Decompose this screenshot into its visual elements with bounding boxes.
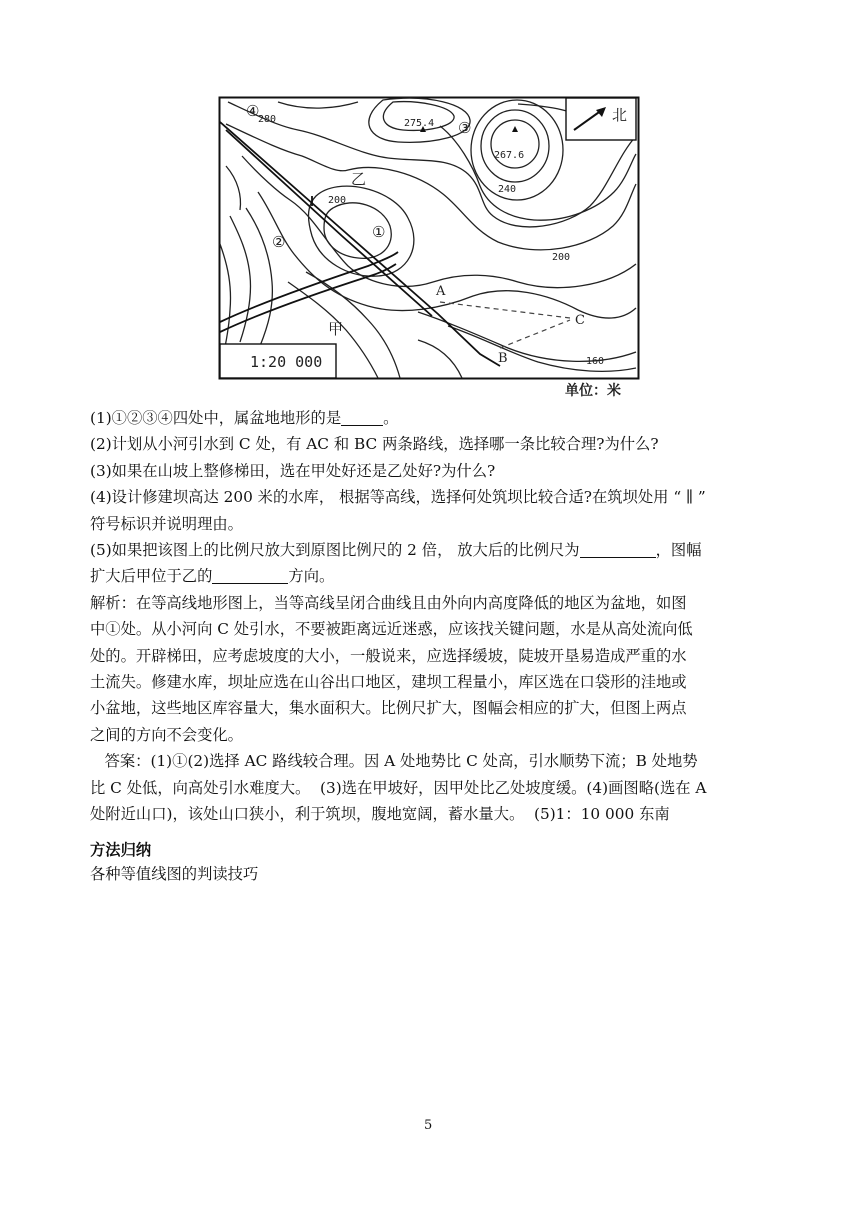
analysis-line: 解析：在等高线地形图上，当等高线呈闭合曲线且由外向内高度降低的地区为盆地，如图 (90, 593, 687, 612)
answer-blank-3 (212, 566, 288, 584)
answer-blank-1 (341, 408, 383, 426)
method-heading: 方法归纳 (90, 841, 152, 859)
elevation-240: 240 (498, 184, 517, 195)
question-4: (4)设计修建坝高达 200 米的水库， 根据等高线，选择何处筑坝比较合适?在筑坝处用 “ ∥ ” (90, 488, 706, 507)
region-4-label: ④ (246, 102, 260, 120)
jia-label: 甲 (328, 320, 344, 338)
region-3-label: ③ (458, 119, 472, 137)
analysis-line: 之间的方向不会变化。 (90, 725, 243, 744)
answer-line: 答案：(1)①(2)选择 AC 路线较合理。因 A 处地势比 C 处高，引水顺势下流；B 处地势 (90, 752, 698, 771)
north-label: 北 (612, 106, 628, 124)
question-3: (3)如果在山坡上整修梯田，选在甲处好还是乙处好?为什么? (90, 461, 496, 480)
region-1-label: ① (372, 223, 386, 241)
scale-text: 1:20 000 (250, 353, 323, 371)
point-a-label: A (436, 284, 446, 299)
question-block (90, 405, 772, 828)
answer-line: 处附近山口)，该处山口狭小，利于筑坝，腹地宽阔，蓄水量大。 (5)1：10 000 东南 (90, 805, 670, 824)
page-number: 5 (424, 1118, 433, 1133)
elevation-160: 160 (586, 356, 605, 367)
elevation-peak-2: 267.6 (494, 150, 525, 161)
yi-label: 乙 (351, 170, 367, 188)
answer-blank-2 (580, 540, 656, 558)
point-b-label: B (498, 351, 508, 366)
contour-map (218, 96, 640, 380)
answer-line: 比 C 处低，向高处引水难度大。 (3)选在甲坡好，因甲处比乙处坡度缓。(4)画图略(选在 A (90, 778, 707, 797)
elevation-200-a: 200 (328, 195, 347, 206)
map-unit-label: 单位：米 (565, 383, 621, 399)
question-2: (2)计划从小河引水到 C 处，有 AC 和 BC 两条路线，选择哪一条比较合理?为什么? (90, 435, 659, 454)
question-4-cont: 符号标识并说明理由。 (90, 514, 243, 533)
analysis-line: 小盆地，这些地区库容量大，集水面积大。比例尺扩大，图幅会相应的扩大，但图上两点 (90, 699, 687, 718)
question-5-cont: 扩大后甲位于乙的 方向。 (90, 567, 335, 586)
analysis-line: 处的。开辟梯田，应考虑坡度的大小，一般说来，应选择缓坡，陡坡开垦易造成严重的水 (90, 646, 687, 665)
contour-map-figure (218, 96, 640, 380)
elevation-280: 280 (258, 114, 277, 125)
analysis-line: 土流失。修建水库，坝址应选在山谷出口地区，建坝工程量小，库区选在口袋形的洼地或 (90, 673, 687, 692)
region-2-label: ② (272, 233, 286, 251)
elevation-200-b: 200 (552, 252, 571, 263)
method-subtitle: 各种等值线图的判读技巧 (90, 865, 259, 883)
question-5: (5)如果把该图上的比例尺放大到原图比例尺的 2 倍， 放大后的比例尺为 ，图幅 (90, 541, 702, 560)
analysis-line: 中①处。从小河向 C 处引水，不要被距离远近迷惑，应该找关键问题，水是从高处流向低 (90, 620, 693, 639)
question-1: (1)①②③④四处中，属盆地地形的是 。 (90, 409, 399, 427)
point-c-label: C (575, 313, 585, 328)
elevation-peak-1: 275.4 (404, 118, 435, 129)
